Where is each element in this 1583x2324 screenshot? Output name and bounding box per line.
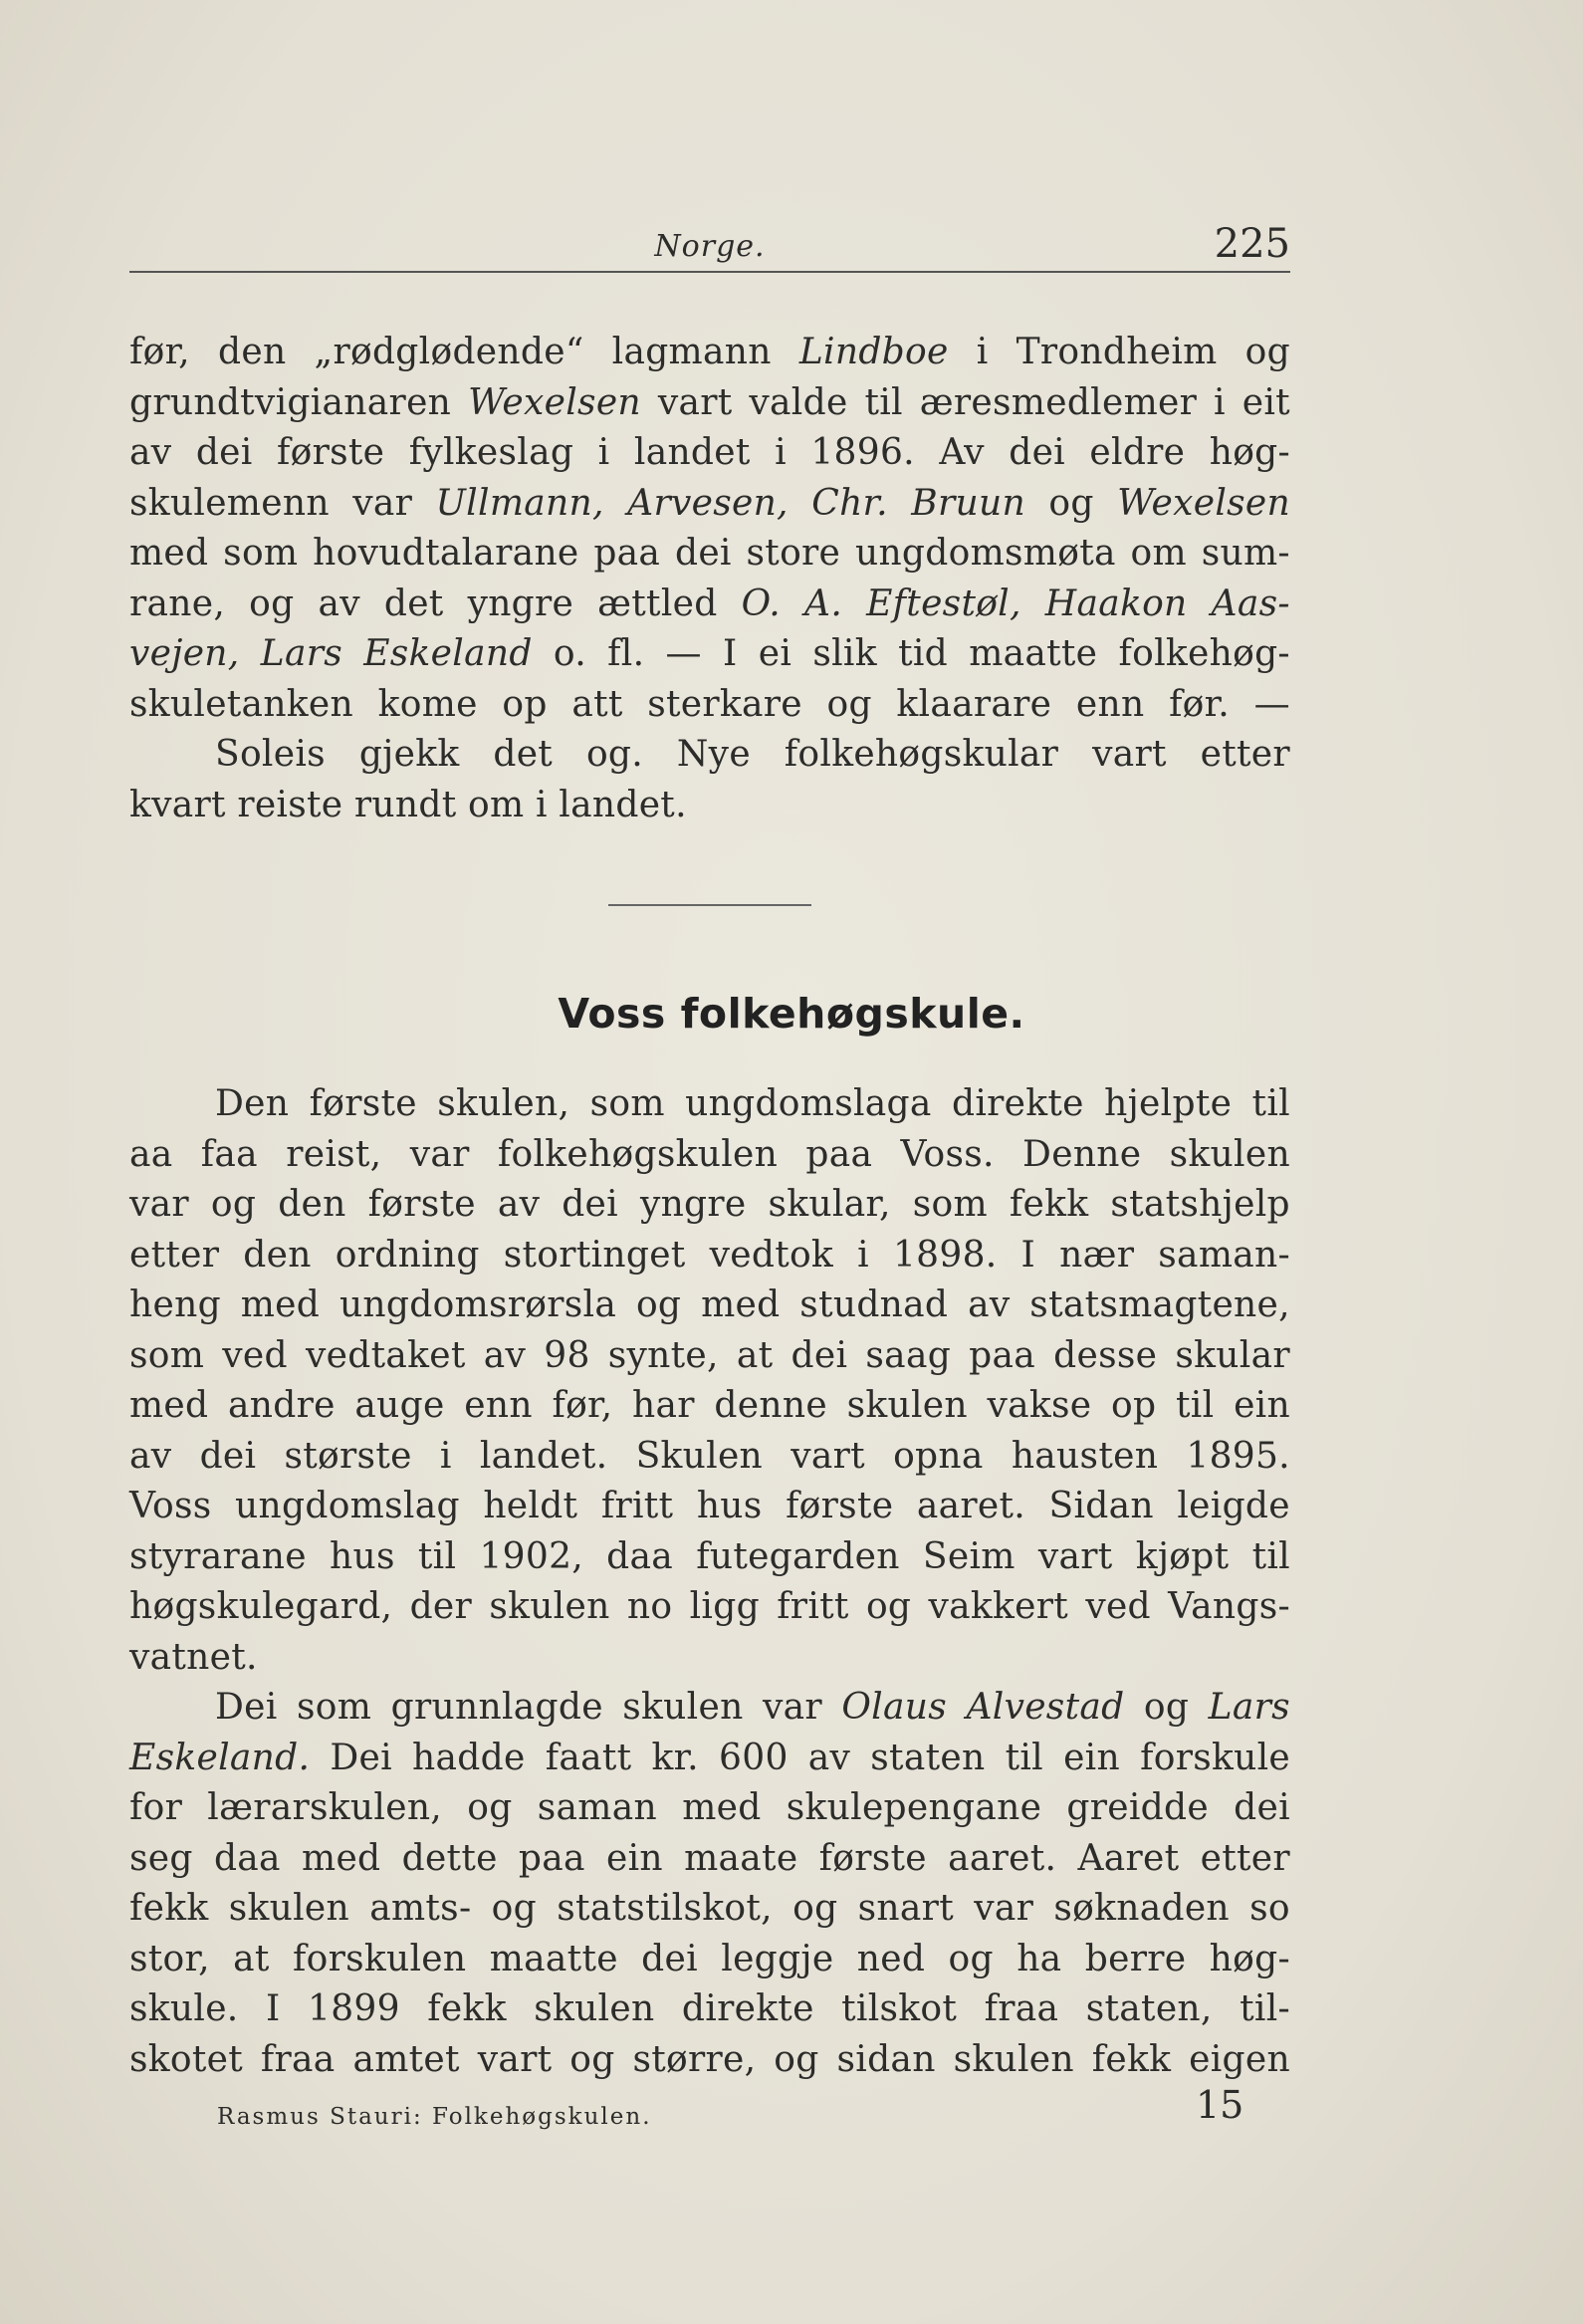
paragraph-3 [129, 1683, 1290, 2085]
text-line: som ved vedtaket av 98 synte, at dei saag paa desse skular [129, 1334, 1290, 1376]
text-line: for lærarskulen, og saman med skulepengane greidde dei [129, 1787, 1290, 1828]
text-line: skotet fraa amtet vart og større, og sidan skulen fekk eigen [129, 2038, 1290, 2080]
text-line: med andre auge enn før, har denne skulen vakse op til ein [129, 1385, 1290, 1426]
text-line: av dei største i landet. Skulen vart opna hausten 1895. [129, 1435, 1290, 1477]
section-divider [608, 904, 811, 906]
text-line: vatnet. [129, 1636, 258, 1678]
page-number: 225 [1214, 221, 1290, 267]
text-line: før, den „rødglødende“ lagmann Lindboe i Trondheim og [129, 332, 1290, 372]
text-line: av dei første fylkeslag i landet i 1896. Av dei eldre høg- [129, 432, 1290, 473]
text-line: høgskulegard, der skulen no ligg fritt og vakkert ved Vangs- [129, 1586, 1290, 1627]
text-line: var og den første av dei yngre skular, som fekk statshjelp [129, 1184, 1290, 1225]
running-head [129, 221, 1290, 273]
text-line: Voss ungdomslag heldt fritt hus første aaret. Sidan leigde [129, 1486, 1290, 1526]
text-line: etter den ordning stortinget vedtok i 1898. I nær saman- [129, 1234, 1290, 1276]
running-head-title: Norge. [654, 229, 766, 264]
text-line: grundtvigianaren Wexelsen vart valde til æresmedlemer i eit [129, 381, 1290, 423]
signature-mark: 15 [1196, 2083, 1244, 2127]
text-line: Den første skulen, som ungdomslaga direkte hjelpte til [215, 1083, 1290, 1124]
text-line: heng med ungdomsrørsla og med studnad av statsmagtene, [129, 1284, 1290, 1325]
text-line: kvart reiste rundt om i landet. [129, 784, 687, 825]
section-heading: Voss folkehøgskule. [558, 990, 1025, 1038]
text-line: aa faa reist, var folkehøgskulen paa Voss. Denne skulen [129, 1133, 1290, 1175]
text-line: stor, at forskulen maatte dei leggje ned og ha berre høg- [129, 1938, 1290, 1979]
text-line: skulemenn var Ullmann, Arvesen, Chr. Bruun og Wexelsen [129, 482, 1290, 524]
text-line: seg daa med dette paa ein maate første aaret. Aaret etter [129, 1837, 1290, 1879]
text-line: med som hovudtalarane paa dei store ungdomsmøta om sum- [129, 533, 1290, 574]
paragraph-2 [129, 1079, 1290, 1683]
text-line: vejen, Lars Eskeland o. fl. — I ei slik tid maatte folkehøg- [129, 633, 1290, 674]
text-line: fekk skulen amts- og statstilskot, og snart var søknaden so [129, 1888, 1290, 1929]
text-line: Eskeland. Dei hadde faatt kr. 600 av staten til ein forskule [129, 1737, 1290, 1778]
paragraph-1 [129, 328, 1290, 830]
text-line: Dei som grunnlagde skulen var Olaus Alvestad og Lars [215, 1687, 1290, 1728]
text-line: skuletanken kome op att sterkare og klaarare enn før. — [129, 683, 1290, 725]
text-line: Soleis gjekk det og. Nye folkehøgskular vart etter [215, 734, 1290, 775]
text-line: skule. I 1899 fekk skulen direkte tilskot fraa staten, til- [129, 1988, 1290, 2029]
text-line: styrarane hus til 1902, daa futegarden Seim vart kjøpt til [129, 1535, 1290, 1577]
text-line: rane, og av det yngre ættled O. A. Eftestøl, Haakon Aas- [129, 582, 1290, 624]
footer-author-line: Rasmus Stauri: Folkehøgskulen. [217, 2104, 652, 2130]
